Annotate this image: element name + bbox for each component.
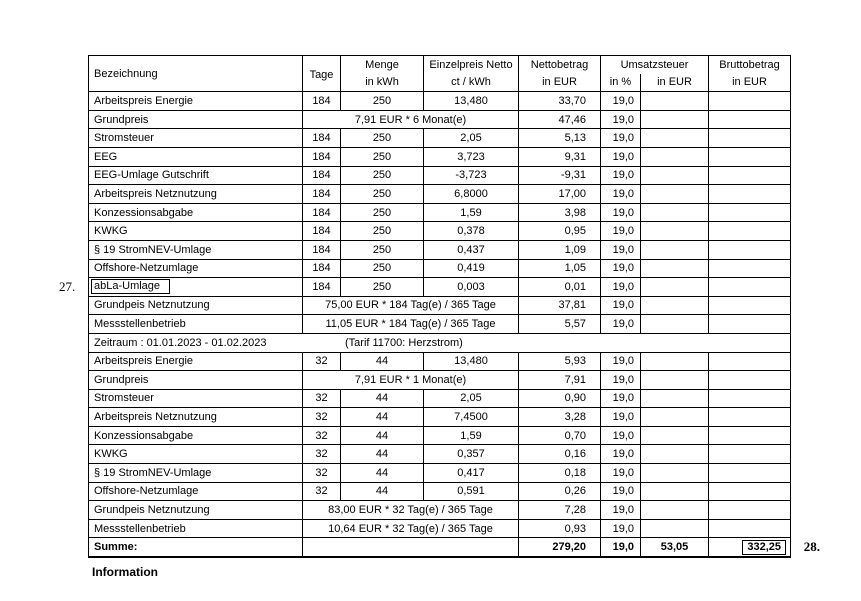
row-label: Offshore-Netzumlage (94, 262, 199, 275)
row-label: § 19 StromNEV-Umlage (94, 243, 212, 256)
row-label: KWKG (94, 225, 128, 238)
cell-nettobetrag: 33,70 (519, 92, 601, 111)
row-label: EEG (94, 150, 118, 163)
cell-nettobetrag: 0,70 (519, 426, 601, 445)
cell-menge: 44 (341, 464, 424, 483)
table-row (89, 222, 791, 241)
cell-ust-pct: 19,0 (601, 445, 641, 464)
cell-nettobetrag: 5,93 (519, 352, 601, 371)
cell-einzelpreis: 2,05 (424, 129, 519, 148)
cell-formula: 11,05 EUR * 184 Tag(e) / 365 Tage (303, 315, 519, 334)
cell-nettobetrag: 1,09 (519, 240, 601, 259)
table-header (89, 56, 791, 92)
cell-nettobetrag: 5,57 (519, 315, 601, 334)
table-row (89, 185, 791, 204)
cell-summe-empty (303, 538, 519, 557)
tarif-text: (Tarif 11700: Herzstrom) (345, 336, 463, 349)
cell-bezeichnung: Messstellenbetrieb (89, 519, 303, 538)
cell-ust-pct: 19,0 (601, 389, 641, 408)
table-row (89, 482, 791, 501)
table-row (89, 166, 791, 185)
cell-ust-eur (641, 166, 709, 185)
cell-ust-pct: 19,0 (601, 185, 641, 204)
summe-row (89, 538, 791, 557)
cell-nettobetrag: 3,98 (519, 203, 601, 222)
cell-summe-ust-pct: 19,0 (601, 538, 641, 557)
cell-ust-eur (641, 464, 709, 483)
row-label: Stromsteuer (94, 132, 154, 145)
cell-menge: 250 (341, 166, 424, 185)
row-label: Arbeitspreis Energie (94, 355, 194, 368)
highlight-box: 332,25 (742, 540, 786, 555)
cell-tage: 184 (303, 166, 341, 185)
cell-ust-pct: 19,0 (601, 501, 641, 520)
cell-summe-netto: 279,20 (519, 538, 601, 557)
cell-brutto (709, 129, 791, 148)
cell-tage: 32 (303, 464, 341, 483)
cell-menge: 250 (341, 240, 424, 259)
col-header-bruttobetrag: Bruttobetrag (709, 56, 791, 74)
cell-nettobetrag: 7,28 (519, 501, 601, 520)
col-unit-brutto: in EUR (709, 74, 791, 92)
cell-einzelpreis: 0,591 (424, 482, 519, 501)
cell-tage: 32 (303, 482, 341, 501)
annotation-number: 28. (803, 539, 821, 555)
col-unit-ust-pct: in % (601, 74, 641, 92)
cell-einzelpreis: 0,437 (424, 240, 519, 259)
highlight-box: abLa-Umlage (91, 279, 170, 294)
col-unit-einzelpreis: ct / kWh (424, 74, 519, 92)
cell-ust-pct: 19,0 (601, 129, 641, 148)
cell-ust-pct: 19,0 (601, 222, 641, 241)
cell-menge: 44 (341, 408, 424, 427)
cell-nettobetrag: 0,16 (519, 445, 601, 464)
cell-menge: 44 (341, 445, 424, 464)
cell-brutto (709, 482, 791, 501)
cell-brutto (709, 185, 791, 204)
cell-tage: 184 (303, 240, 341, 259)
table-row (89, 501, 791, 520)
row-label: Arbeitspreis Netznutzung (94, 411, 217, 424)
cell-menge: 250 (341, 92, 424, 111)
row-label: Konzessionsabgabe (94, 429, 194, 442)
cell-ust-pct: 19,0 (601, 278, 641, 297)
table-row (89, 315, 791, 334)
cell-menge: 44 (341, 426, 424, 445)
col-header-bezeichnung: Bezeichnung (89, 56, 303, 92)
cell-einzelpreis: 0,357 (424, 445, 519, 464)
cell-formula: 75,00 EUR * 184 Tag(e) / 365 Tage (303, 296, 519, 315)
row-label: Arbeitspreis Netznutzung (94, 187, 217, 200)
cell-menge: 250 (341, 147, 424, 166)
cell-brutto (709, 352, 791, 371)
cell-bezeichnung (89, 389, 303, 408)
cell-einzelpreis: 1,59 (424, 203, 519, 222)
cell-nettobetrag: 37,81 (519, 296, 601, 315)
cell-ust-eur (641, 110, 709, 129)
cell-tage: 32 (303, 352, 341, 371)
cell-ust-eur (641, 389, 709, 408)
cell-bezeichnung: Grundpreis (89, 110, 303, 129)
cell-formula: 7,91 EUR * 1 Monat(e) (303, 371, 519, 390)
cell-bezeichnung (89, 222, 303, 241)
table-row (89, 296, 791, 315)
cell-brutto (709, 408, 791, 427)
cell-formula: 10,64 EUR * 32 Tag(e) / 365 Tage (303, 519, 519, 538)
cell-brutto (709, 315, 791, 334)
cell-menge: 44 (341, 352, 424, 371)
cell-nettobetrag: 1,05 (519, 259, 601, 278)
cell-menge: 250 (341, 222, 424, 241)
cell-nettobetrag: 3,28 (519, 408, 601, 427)
cell-tage: 32 (303, 389, 341, 408)
cell-ust-eur (641, 240, 709, 259)
annotation-number: 27. (59, 279, 76, 295)
col-unit-ust-eur: in EUR (641, 74, 709, 92)
cell-brutto (709, 147, 791, 166)
cell-summe-label: Summe: (89, 538, 303, 557)
cell-einzelpreis: 7,4500 (424, 408, 519, 427)
table-row (89, 129, 791, 148)
cell-bezeichnung (89, 129, 303, 148)
col-unit-menge: in kWh (341, 74, 424, 92)
cell-tage: 184 (303, 92, 341, 111)
cell-ust-eur (641, 278, 709, 297)
table-row (89, 408, 791, 427)
cell-brutto (709, 445, 791, 464)
row-label: Offshore-Netzumlage (94, 485, 199, 498)
cell-brutto (709, 92, 791, 111)
col-header-einzelpreis: Einzelpreis Netto (424, 56, 519, 74)
table-row (89, 92, 791, 111)
cell-menge: 44 (341, 389, 424, 408)
header-row-1 (89, 56, 791, 74)
cell-formula: 83,00 EUR * 32 Tag(e) / 365 Tage (303, 501, 519, 520)
cell-menge: 250 (341, 129, 424, 148)
cell-bezeichnung (89, 92, 303, 111)
cell-nettobetrag: 9,31 (519, 147, 601, 166)
cell-nettobetrag: 0,26 (519, 482, 601, 501)
col-header-menge: Menge (341, 56, 424, 74)
cell-brutto (709, 240, 791, 259)
cell-bezeichnung (89, 185, 303, 204)
cell-ust-pct: 19,0 (601, 203, 641, 222)
cell-menge: 250 (341, 185, 424, 204)
cell-einzelpreis: 13,480 (424, 92, 519, 111)
cell-ust-pct: 19,0 (601, 240, 641, 259)
cell-ust-eur (641, 259, 709, 278)
cell-bezeichnung (89, 426, 303, 445)
cell-tage: 184 (303, 185, 341, 204)
cell-nettobetrag: -9,31 (519, 166, 601, 185)
cell-ust-pct: 19,0 (601, 296, 641, 315)
row-label: KWKG (94, 448, 128, 461)
cell-bezeichnung (89, 482, 303, 501)
cell-ust-eur (641, 296, 709, 315)
cell-menge: 44 (341, 482, 424, 501)
section-row (89, 333, 791, 352)
cell-einzelpreis: 13,480 (424, 352, 519, 371)
table-row (89, 389, 791, 408)
col-header-tage: Tage (303, 56, 341, 92)
cell-ust-pct: 19,0 (601, 147, 641, 166)
cell-bezeichnung (89, 166, 303, 185)
row-label: EEG-Umlage Gutschrift (94, 169, 209, 182)
cell-brutto (709, 464, 791, 483)
cell-brutto (709, 203, 791, 222)
cell-tage: 32 (303, 426, 341, 445)
cell-tage: 184 (303, 222, 341, 241)
table-row (89, 110, 791, 129)
cell-ust-pct: 19,0 (601, 315, 641, 334)
table-row (89, 426, 791, 445)
cell-ust-pct: 19,0 (601, 426, 641, 445)
cell-nettobetrag: 0,01 (519, 278, 601, 297)
cell-brutto (709, 426, 791, 445)
table-row (89, 278, 791, 297)
cell-bezeichnung (89, 203, 303, 222)
cell-bezeichnung (89, 464, 303, 483)
information-heading: Information (92, 565, 158, 579)
cell-brutto (709, 259, 791, 278)
cell-ust-pct: 19,0 (601, 464, 641, 483)
cell-nettobetrag: 47,46 (519, 110, 601, 129)
table-row (89, 371, 791, 390)
cell-einzelpreis: 0,003 (424, 278, 519, 297)
invoice-table (59, 55, 821, 558)
cell-nettobetrag: 17,00 (519, 185, 601, 204)
cell-bezeichnung: Grundpeis Netznutzung (89, 296, 303, 315)
table-row (89, 147, 791, 166)
cell-summe-ust-eur: 53,05 (641, 538, 709, 557)
table-row (89, 519, 791, 538)
row-label: § 19 StromNEV-Umlage (94, 466, 212, 479)
cell-ust-eur (641, 352, 709, 371)
cell-bezeichnung (89, 240, 303, 259)
cell-ust-eur (641, 482, 709, 501)
cell-ust-pct: 19,0 (601, 92, 641, 111)
cell-brutto (709, 519, 791, 538)
col-unit-netto: in EUR (519, 74, 601, 92)
cell-einzelpreis: 2,05 (424, 389, 519, 408)
cell-ust-pct: 19,0 (601, 371, 641, 390)
cell-brutto (709, 501, 791, 520)
cell-tage: 184 (303, 129, 341, 148)
cell-ust-eur (641, 129, 709, 148)
cell-brutto (709, 389, 791, 408)
cell-nettobetrag: 5,13 (519, 129, 601, 148)
cell-ust-eur (641, 519, 709, 538)
row-label: Konzessionsabgabe (94, 206, 194, 219)
cell-brutto (709, 166, 791, 185)
cell-einzelpreis: 0,419 (424, 259, 519, 278)
cell-brutto (709, 278, 791, 297)
cell-bezeichnung (89, 352, 303, 371)
cell-ust-eur (641, 92, 709, 111)
zeitraum-text: Zeitraum : 01.01.2023 - 01.02.2023 (94, 336, 267, 349)
cell-ust-eur (641, 222, 709, 241)
cell-ust-eur (641, 203, 709, 222)
cell-einzelpreis: 1,59 (424, 426, 519, 445)
cell-ust-eur (641, 426, 709, 445)
cell-bezeichnung (89, 408, 303, 427)
row-label: Arbeitspreis Energie (94, 94, 194, 107)
cell-bezeichnung: Messstellenbetrieb (89, 315, 303, 334)
cell-ust-eur (641, 408, 709, 427)
cell-bezeichnung (89, 147, 303, 166)
cell-bezeichnung: Grundpeis Netznutzung (89, 501, 303, 520)
cell-ust-eur (641, 371, 709, 390)
cell-einzelpreis: 6,8000 (424, 185, 519, 204)
cell-tage: 184 (303, 203, 341, 222)
cell-ust-eur (641, 445, 709, 464)
invoice-body (59, 92, 821, 557)
table-row (89, 445, 791, 464)
table-row (89, 203, 791, 222)
cell-ust-eur (641, 501, 709, 520)
cell-ust-pct: 19,0 (601, 408, 641, 427)
cell-formula: 7,91 EUR * 6 Monat(e) (303, 110, 519, 129)
cell-ust-pct: 19,0 (601, 110, 641, 129)
table-row (89, 240, 791, 259)
cell-brutto (709, 296, 791, 315)
cell-summe-brutto (709, 538, 821, 557)
cell-einzelpreis: 0,378 (424, 222, 519, 241)
cell-nettobetrag: 0,18 (519, 464, 601, 483)
cell-bezeichnung: Grundpreis (89, 371, 303, 390)
cell-brutto (709, 222, 791, 241)
cell-nettobetrag: 0,95 (519, 222, 601, 241)
col-header-umsatzsteuer: Umsatzsteuer (601, 56, 709, 74)
cell-bezeichnung (59, 278, 303, 297)
col-header-nettobetrag: Nettobetrag (519, 56, 601, 74)
cell-ust-pct: 19,0 (601, 519, 641, 538)
cell-ust-eur (641, 315, 709, 334)
cell-bezeichnung (89, 259, 303, 278)
cell-brutto (709, 110, 791, 129)
cell-nettobetrag: 0,93 (519, 519, 601, 538)
cell-zeitraum (89, 333, 791, 352)
cell-ust-eur (641, 185, 709, 204)
row-label: Stromsteuer (94, 392, 154, 405)
cell-ust-pct: 19,0 (601, 482, 641, 501)
cell-ust-pct: 19,0 (601, 166, 641, 185)
cell-bezeichnung (89, 445, 303, 464)
cell-ust-eur (641, 147, 709, 166)
cell-tage: 184 (303, 259, 341, 278)
table-row (89, 352, 791, 371)
cell-menge: 250 (341, 259, 424, 278)
cell-einzelpreis: 3,723 (424, 147, 519, 166)
cell-einzelpreis: -3,723 (424, 166, 519, 185)
table-row (89, 259, 791, 278)
cell-tage: 32 (303, 445, 341, 464)
cell-tage: 184 (303, 278, 341, 297)
cell-ust-pct: 19,0 (601, 259, 641, 278)
cell-tage: 184 (303, 147, 341, 166)
cell-ust-pct: 19,0 (601, 352, 641, 371)
cell-menge: 250 (341, 278, 424, 297)
cell-brutto (709, 371, 791, 390)
cell-menge: 250 (341, 203, 424, 222)
cell-einzelpreis: 0,417 (424, 464, 519, 483)
cell-tage: 32 (303, 408, 341, 427)
cell-nettobetrag: 7,91 (519, 371, 601, 390)
cell-nettobetrag: 0,90 (519, 389, 601, 408)
table-row (89, 464, 791, 483)
